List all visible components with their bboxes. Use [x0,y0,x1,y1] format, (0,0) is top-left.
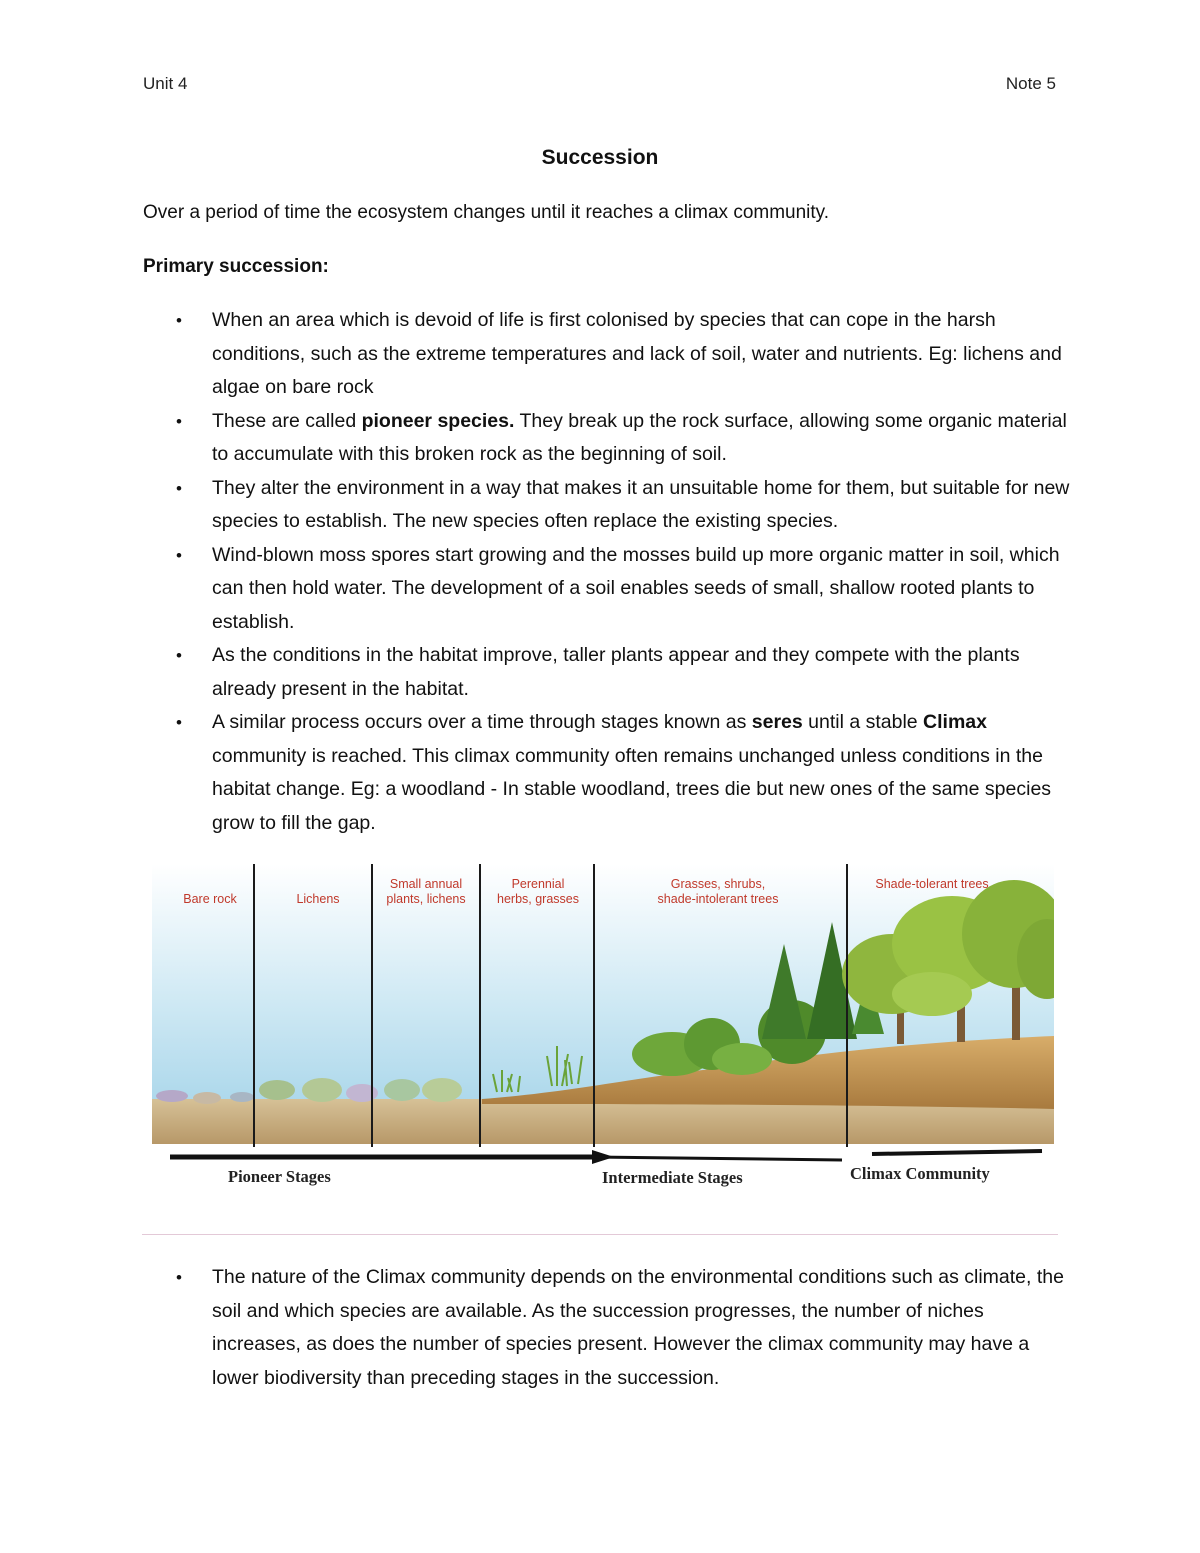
header-note: Note 5 [1005,74,1056,93]
bullet-text: community is reached. This climax community often remains unchanged unless conditions in the habitat change. Eg: a woodland - In stable woodland, trees die but new ones of the same species grow to fill the gap. [212,744,1052,834]
bullet-bold-term: pioneer species. [361,409,515,432]
bullet-text: Wind-blown moss spores start growing and the mosses build up more organic matter in soil, which can then hold water. The development of a soil enables seeds of small, shallow rooted plants to establish. [212,543,1060,633]
bullet-text: They alter the environment in a way that makes it an unsuitable home for them, but suitable for new species to establish. The new species often replace the existing species. [212,476,1070,532]
header-unit: Unit 4 [143,74,188,93]
section-heading: Primary succession: [143,256,329,277]
bullet-text: When an area which is devoid of life is first colonised by species that can cope in the harsh conditions, such as the extreme temperatures and lack of soil, water and nutrients. Eg: lichens and algae on bare rock [212,309,1062,398]
stage-label: Grasses, shrubs, [670,877,766,891]
page-title: Succession [541,146,659,169]
stage-label: plants, lichens [386,892,466,906]
stage-label: herbs, grasses [497,892,579,906]
bullet-item [176,706,1076,840]
succession-figure [152,864,1054,1224]
stage-label: Perennial [511,877,565,891]
bullet-item [176,1261,1076,1395]
bullet-item [176,304,1076,405]
bullet-item [176,405,1076,472]
bullet-bold-term: seres [751,711,803,733]
stage-label: Bare rock [183,892,237,906]
bullet-text: As the conditions in the habitat improve, taller plants appear and they compete with the plants already present in the habitat. [212,644,1020,700]
climax-bullet-list [176,1261,1076,1395]
bullet-item [176,539,1076,640]
stage-label: shade-intolerant trees [657,892,779,906]
succession-illustration [152,864,1054,1224]
phase-arrows [170,1150,1042,1164]
bullet-text: A similar process occurs over a time through stages known as [212,711,752,733]
stage-label: Lichens [296,892,340,906]
bullet-text: These are called [212,409,362,432]
bullet-item [176,472,1076,539]
intro-paragraph: Over a period of time the ecosystem changes until it reaches a climax community. [143,202,830,223]
succession-bullet-list [176,304,1076,840]
phase-label-intermediate: Intermediate Stages [602,1168,743,1187]
phase-label-pioneer: Pioneer Stages [228,1167,331,1186]
bullet-text: The nature of the Climax community depends on the environmental conditions such as climate, the soil and which species are available. As the succession progresses, the number of niches increases, as does the number of species present. However the climax community may have a lower biodiversity than preceding stages in the succession. [212,1266,1064,1389]
stage-label: Small annual [389,877,463,891]
bullet-text: They break up the rock surface, allowing some organic material to accumulate with this broken rock as the beginning of soil. [212,409,1067,465]
stage-label: Shade-tolerant trees [875,877,989,891]
horizontal-rule [142,1234,1058,1235]
phase-label-climax: Climax Community [850,1164,990,1183]
bullet-text: until a stable [802,711,924,733]
bullet-bold-term: Climax [923,711,987,733]
bullet-item [176,639,1076,706]
